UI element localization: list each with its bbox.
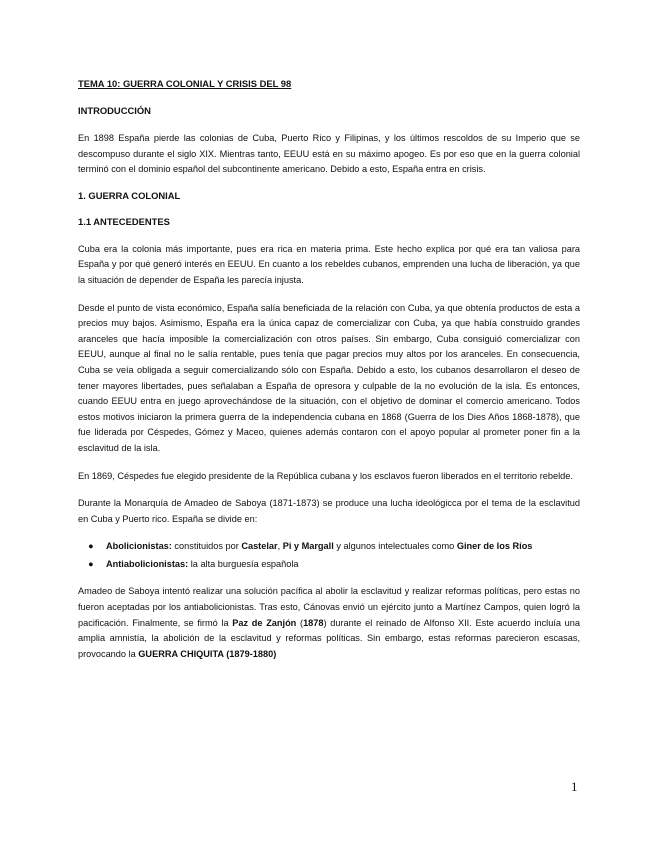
paragraph-cespedes-1869: En 1869, Céspedes fue elegido presidente de la República cubana y los esclavos fueron liberados en el territorio rebelde.	[78, 470, 573, 481]
bullet-icon: ●	[88, 541, 94, 552]
list-item-abolicionistas: ● Abolicionistas: constituidos por Castelar, Pi y Margall y algunos intelectuales como Giner de los Ríos	[78, 539, 580, 555]
paragraph-cuba-importance: Cuba era la colonia más importante, pues era rica en materia prima. Este hecho explica por qué era tan valiosa para España y por qué generó interés en EEUU. En cuanto a los rebeldes cubanos, emprenden una lucha de liberación, ya que la situación de depender de España les parecía injusta.	[78, 243, 580, 285]
paragraph-amadeo-saboya: Durante la Monarquía de Amadeo de Saboya (1871-1873) se produce una lucha ideológicca por el tema de la esclavitud en Cuba y Puerto rico. España se divide en:	[78, 498, 580, 524]
page-number: 1	[571, 779, 578, 794]
bullet-icon: ●	[88, 558, 94, 569]
paragraph-paz-de-zanjon: Amadeo de Saboya intentó realizar una solución pacífica al abolir la esclavitud y realizar reformas políticas, pero estas no fueron aceptadas por los antiabolicionistas. Tras esto, Cánovas envió un ejército junto a Martínez Campos, quien logró la pacificación. Finalmente, se firmó la Paz de Zanjón (1878) durante el reinado de Alfonso XII. Este acuerdo incluía una amplia amnistía, la abolición de la esclavitud y reformas políticas. Sin embargo, estas reformas parecieron escasas, provocando la GUERRA CHIQUITA (1879-1880)	[78, 586, 580, 659]
list-item-antiabolicionistas: ● Antiabolicionistas: la alta burguesía española	[78, 557, 580, 573]
paragraph-economic-relations: Desde el punto de vista económico, España salía beneficiada de la relación con Cuba, ya que obtenía productos de esta a precios muy bajos. Asimismo, España era la única capaz de comercializar con Cuba, ya que había construido grandes aranceles que hacía imposible la comercialización con otros países. Sin embargo, Cuba consiguió comercializar con EEUU, aunque al final no le salía rentable, pues tenía que pagar precios muy altos por los aranceles. En consecuencia, Cuba se veía obligada a seguir comercializando sólo con España. Debido a esto, los cubanos desarrollaron el deseo de tener mayores libertades, pues señalaban a España de opresora y culpable de la no evolución de la isla. Es entonces, cuando EEUU entra en juego aprovechándose de la situación, con el objetivo de dominar el comercio americano. Todos estos motivos iniciaron la primera guerra de la independencia cubana en 1868 (Guerra de los Dies Años 1868-1878), que fue liderada por Céspedes, Gómez y Maceo, quienes además contaron con el apoyo popular al prometer poner fin a la esclavitud de la isla.	[78, 302, 580, 453]
bullet-list	[78, 539, 580, 572]
introduction-heading: INTRODUCCIÓN	[78, 105, 151, 116]
introduction-paragraph: En 1898 España pierde las colonias de Cuba, Puerto Rico y Filipinas, y los últimos rescoldos de su Imperio que se descompuso durante el siglo XIX. Mientras tanto, EEUU está en su máximo apogeo. Es por eso que en la guerra colonial terminó con el dominio español del subcontinente americano. Debido a esto, España entra en crisis.	[78, 133, 580, 175]
document-title: TEMA 10: GUERRA COLONIAL Y CRISIS DEL 98	[78, 78, 292, 89]
section-heading: 1. GUERRA COLONIAL	[78, 189, 181, 201]
document-body	[78, 78, 580, 674]
subsection-heading: 1.1 ANTECEDENTES	[78, 215, 170, 227]
